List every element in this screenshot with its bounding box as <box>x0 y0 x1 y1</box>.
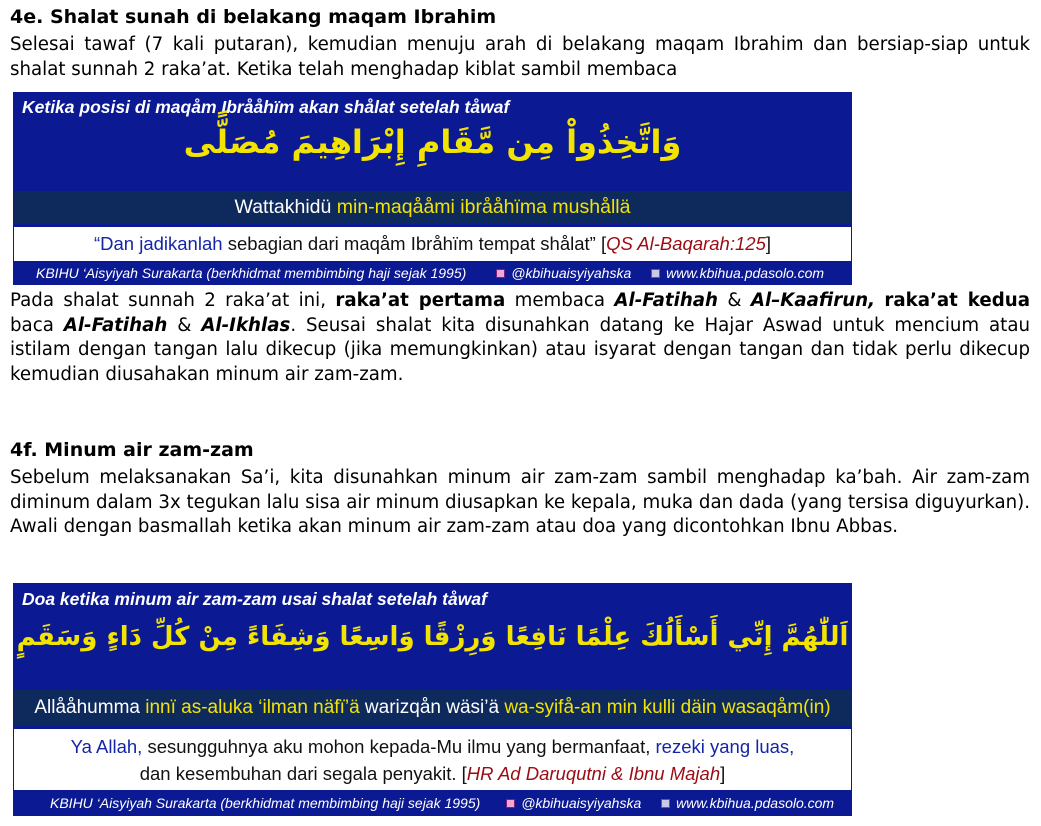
reference-text: HR Ad Daruqutni & Ibnu Majah <box>466 763 721 784</box>
meaning-row <box>14 729 851 790</box>
footer-website: www.kbihua.pdasolo.com <box>676 795 835 811</box>
reference-bracket-close: ] <box>765 233 771 254</box>
meaning-row <box>14 227 851 261</box>
meaning-text: sebagian dari maqåm Ibråhïm tempat shålat” <box>227 233 601 254</box>
footer-organization: KBIHU ‘Aisyiyah Surakarta (berkhidmat membimbing haji sejak 1995) <box>50 795 481 811</box>
intro-4e: Selesai tawaf (7 kali putaran), kemudian menuju arah di belakang maqam Ibrahim dan bersiap-siap untuk shalat sunnah 2 raka’at. Ketika telah menghadap kiblat sambil membaca <box>10 34 1030 80</box>
instagram-icon <box>506 799 515 808</box>
dua-box-zamzam <box>13 583 852 816</box>
transliteration-row <box>14 191 851 224</box>
dua-box-title: Ketika posisi di maqåm Ibrååhïm akan shålat setelah tåwaf <box>22 97 510 117</box>
website-icon <box>661 799 670 808</box>
website-icon <box>651 269 660 278</box>
meaning-quote: “Dan jadikanlah <box>93 233 228 254</box>
box-footer <box>50 792 851 814</box>
arabic-text: اَللّٰهُمَّ إِنِّي أَسْأَلُكَ عِلْمًا نَافِعًا وَرِزْقًا وَاسِعًا وَشِفَاءً مِنْ كُلِّ دَاءٍ وَسَقَمٍ <box>16 622 849 652</box>
meaning-line-2: dan kesembuhan dari segala penyakit. [HR Ad Daruqutni & Ibnu Majah] <box>139 763 726 784</box>
dua-box-title: Doa ketika minum air zam-zam usai shalat setelah tåwaf <box>22 589 487 609</box>
meaning-line-1: Ya Allah, sesungguhnya aku mohon kepada-Mu ilmu yang bermanfaat, rezeki yang luas, <box>70 736 795 757</box>
transliteration-part-highlight: min-maqååmi ibrååhïma mushållä <box>336 196 631 218</box>
footer-instagram: @kbihuaisyiyahska <box>521 795 642 811</box>
heading-4e: 4e. Shalat sunah di belakang maqam Ibrahim <box>10 6 497 28</box>
arabic-text: وَاتَّخِذُواْ مِن مَّقَامِ إِبْرَاهِيمَ مُصَلًّى <box>183 123 682 161</box>
dua-box-maqam <box>13 92 852 285</box>
footer-organization: KBIHU ‘Aisyiyah Surakarta (berkhidmat membimbing haji sejak 1995) <box>36 265 467 281</box>
transliteration-row: Allååhumma innï as-aluka ‘ilman näfï’ä warizqån wäsi’ä wa-syifå-an min kulli däin wasaqåm(in) <box>14 690 851 726</box>
intro-4f: Sebelum melaksanakan Sa’i, kita disunahkan minum air zam-zam sambil menghadap ka’bah. Air zam-zam diminum dalam 3x tegukan lalu sisa air minum diusapkan ke kepala, muka dan dada (yang tersisa diguyurkan). Awali dengan basmallah ketika akan minum air zam-zam atau doa yang dicontohkan Ibnu Abbas. <box>10 467 1030 538</box>
box-footer <box>36 262 851 284</box>
transliteration-part: Wattakhidü <box>234 196 337 218</box>
reference-bracket-open: [ <box>600 233 607 254</box>
footer-instagram: @kbihuaisyiyahska <box>511 265 632 281</box>
heading-4f: 4f. Minum air zam-zam <box>10 439 254 461</box>
reference-text: QS Al-Baqarah:125 <box>606 233 766 254</box>
footer-website: www.kbihua.pdasolo.com <box>666 265 825 281</box>
paragraph-after-4e: Pada shalat sunnah 2 raka’at ini, raka’at pertama membaca Al-Fatihah & Al–Kaafirun, raka’at kedua baca Al-Fatihah & Al-Ikhlas. Seusai shalat kita disunahkan datang ke Hajar Aswad untuk mencium atau istilam dengan tangan lalu dikecup (jika memungkinkan) atau isyarat dengan tangan dan tidak perlu dikecup kemudian diusahakan minum air zam-zam. <box>10 290 1030 385</box>
instagram-icon <box>496 269 505 278</box>
